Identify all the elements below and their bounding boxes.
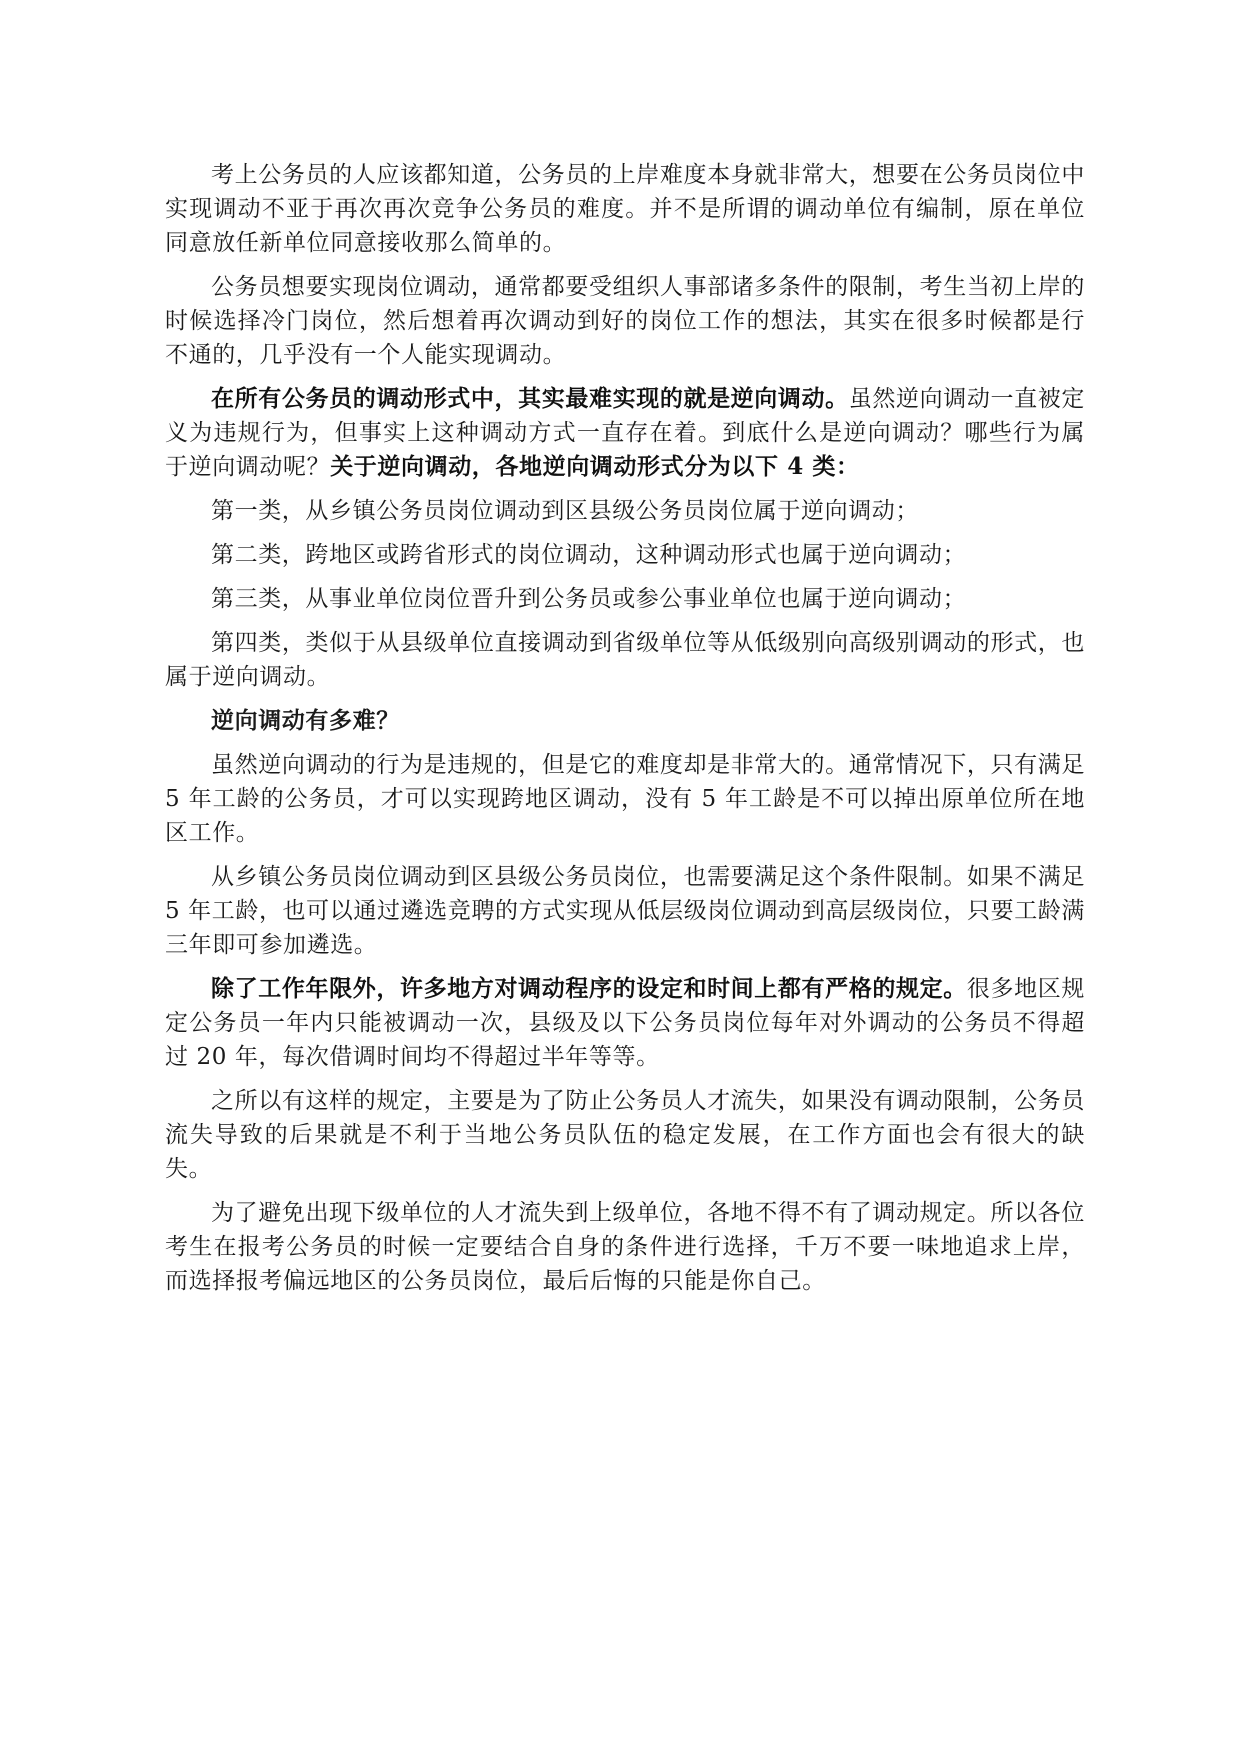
body-text: 虽然逆向调动一直被定义为违规行为，但事实上这种调动方式一直存在着。到底什么是逆向调动？哪些行为属于逆向调动呢？ <box>165 386 1086 480</box>
paragraph-2: 公务员想要实现岗位调动，通常都要受组织人事部诸多条件的限制，考生当初上岸的时候选择冷门岗位，然后想着再次调动到好的岗位工作的想法，其实在很多时候都是行不通的，几乎没有一个人能实现调动。 <box>165 274 1085 368</box>
document-page <box>165 158 1085 1308</box>
paragraph-3 <box>165 382 1085 484</box>
list-item-2: 第二类，跨地区或跨省形式的岗位调动，这种调动形式也属于逆向调动； <box>211 542 967 568</box>
body-text: 很多地区规定公务员一年内只能被调动一次，县级及以下公务员岗位每年对外调动的公务员不得超过 20 年，每次借调时间均不得超过半年等等。 <box>165 976 1086 1070</box>
list-item-1: 第一类，从乡镇公务员岗位调动到区县级公务员岗位属于逆向调动； <box>211 498 919 524</box>
paragraph-4: 虽然逆向调动的行为是违规的，但是它的难度却是非常大的。通常情况下，只有满足 5 年工龄的公务员，才可以实现跨地区调动，没有 5 年工龄是不可以掉出原单位所在地区工作。 <box>165 752 1085 846</box>
paragraph-1: 考上公务员的人应该都知道，公务员的上岸难度本身就非常大，想要在公务员岗位中实现调动不亚于再次再次竞争公务员的难度。并不是所谓的调动单位有编制，原在单位同意放任新单位同意接收那么简单的。 <box>165 162 1085 256</box>
section-heading: 逆向调动有多难？ <box>211 707 400 734</box>
list-item-4: 第四类，类似于从县级单位直接调动到省级单位等从低级别向高级别调动的形式，也属于逆向调动。 <box>165 630 1085 690</box>
paragraph-5: 从乡镇公务员岗位调动到区县级公务员岗位，也需要满足这个条件限制。如果不满足 5 年工龄，也可以通过遴选竞聘的方式实现从低层级岗位调动到高层级岗位，只要工龄满三年即可参加遴选。 <box>165 864 1085 958</box>
list-item-3: 第三类，从事业单位岗位晋升到公务员或参公事业单位也属于逆向调动； <box>211 586 967 612</box>
bold-statement: 在所有公务员的调动形式中，其实最难实现的就是逆向调动。 <box>211 385 849 412</box>
bold-statement: 关于逆向调动，各地逆向调动形式分为以下 4 类： <box>330 453 860 480</box>
paragraph-6 <box>165 972 1085 1074</box>
paragraph-8: 为了避免出现下级单位的人才流失到上级单位，各地不得不有了调动规定。所以各位考生在报考公务员的时候一定要结合自身的条件进行选择，千万不要一味地追求上岸，而选择报考偏远地区的公务员岗位，最后后悔的只能是你自己。 <box>165 1200 1085 1294</box>
bold-statement: 除了工作年限外，许多地方对调动程序的设定和时间上都有严格的规定。 <box>211 975 967 1002</box>
paragraph-7: 之所以有这样的规定，主要是为了防止公务员人才流失，如果没有调动限制，公务员流失导致的后果就是不利于当地公务员队伍的稳定发展，在工作方面也会有很大的缺失。 <box>165 1088 1085 1182</box>
